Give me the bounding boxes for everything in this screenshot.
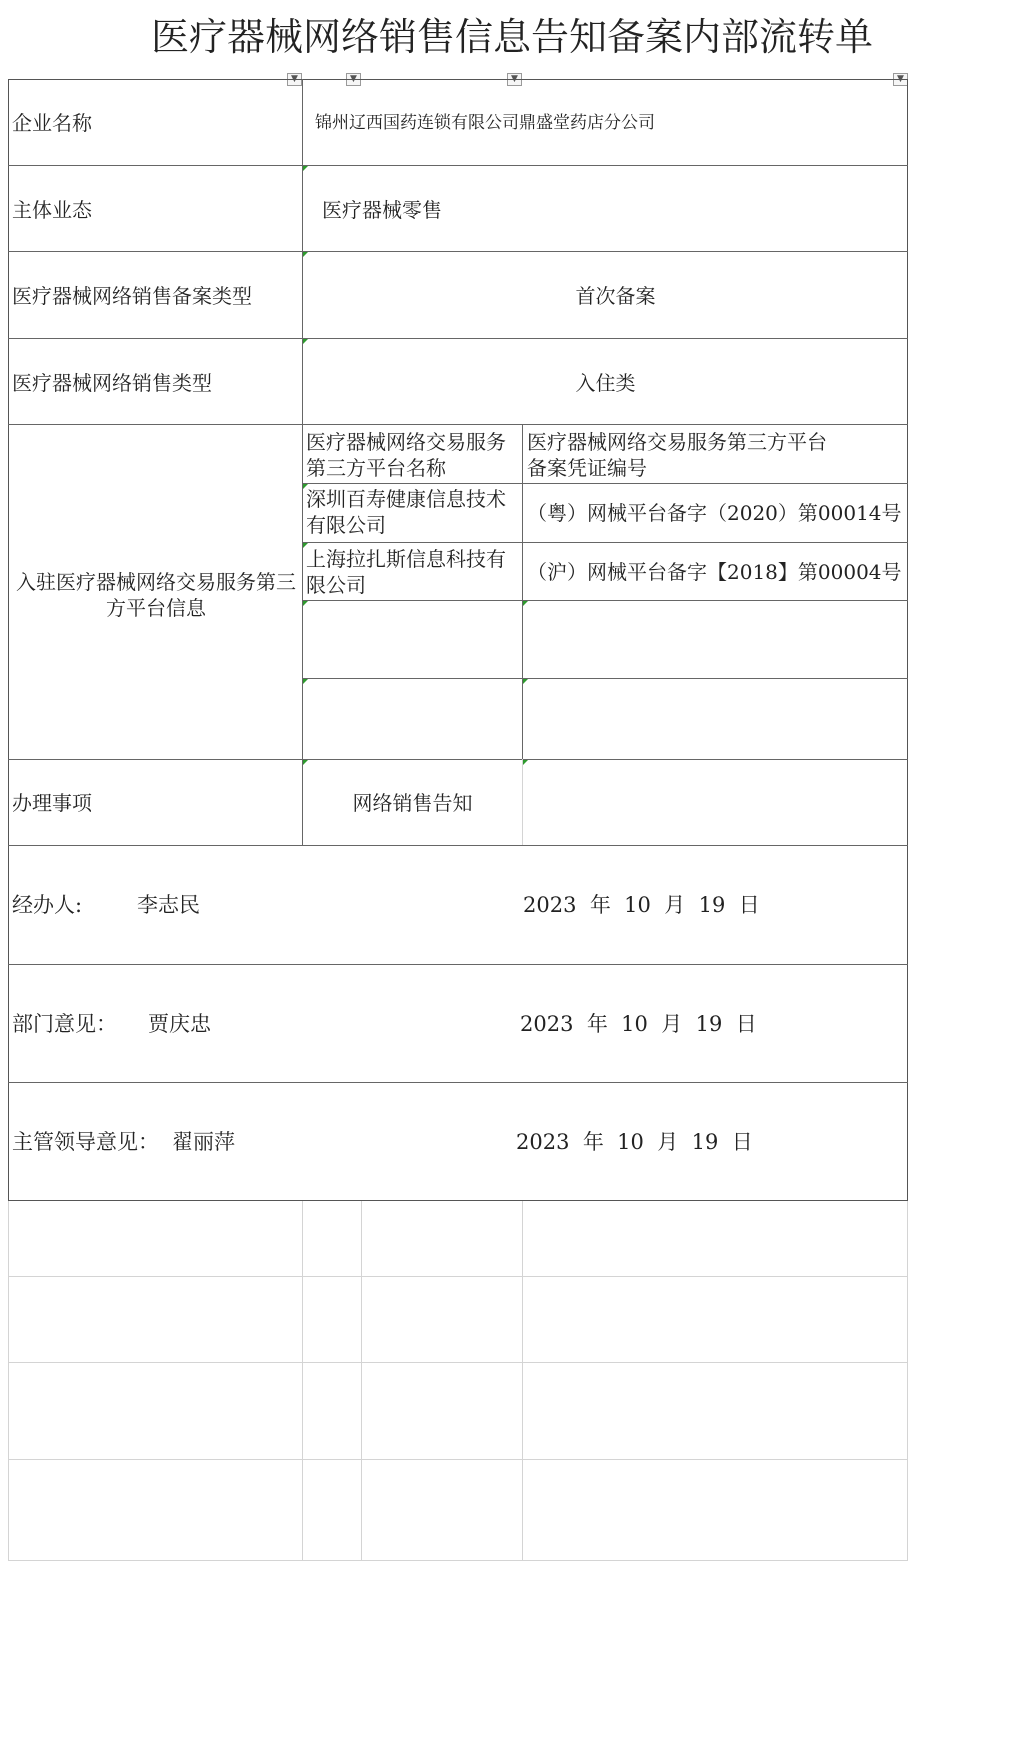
form-title: 医疗器械网络销售信息告知备案内部流转单	[150, 15, 873, 59]
handler-date	[523, 892, 760, 918]
platform-row-name: 上海拉扎斯信息科技有限公司	[306, 547, 506, 597]
dept-date	[520, 1011, 757, 1037]
grid-line	[302, 1201, 303, 1561]
platform-row-divider	[302, 542, 908, 543]
date-day: 19	[695, 1012, 723, 1036]
dept-opinion-label: 部门意见：	[12, 1012, 117, 1036]
cell-marker	[303, 679, 308, 684]
date-day: 19	[691, 1130, 719, 1154]
form-frame	[8, 79, 908, 1201]
cell-marker	[523, 760, 528, 765]
platform-row-name: 深圳百寿健康信息技术有限公司	[306, 487, 506, 537]
platform-row-divider	[302, 483, 908, 484]
date-year: 2023	[516, 1130, 570, 1154]
date-day-char: 日	[735, 1012, 757, 1036]
date-year-char: 年	[589, 893, 611, 917]
platform-row-divider	[302, 600, 908, 601]
cell-marker	[303, 601, 308, 606]
date-month: 10	[624, 893, 651, 917]
filter-dropdown-icon[interactable]: ▼	[507, 73, 522, 86]
company-name-value: 锦州辽西国药连锁有限公司鼎盛堂药店分公司	[315, 113, 655, 133]
cell-marker	[303, 166, 308, 171]
grid-line	[8, 1560, 908, 1561]
cell-marker	[523, 601, 528, 606]
company-name-label: 企业名称	[12, 111, 92, 135]
sales-type-value: 入住类	[575, 371, 636, 395]
grid-line	[8, 1362, 908, 1363]
grid-line	[907, 1201, 908, 1561]
leader-opinion-name: 翟丽萍	[172, 1130, 235, 1154]
cell-marker	[523, 679, 528, 684]
row-divider	[8, 338, 908, 339]
grid-line	[361, 1201, 362, 1561]
row-divider	[8, 165, 908, 166]
leader-date	[516, 1129, 753, 1155]
row-divider	[8, 424, 908, 425]
date-year: 2023	[520, 1012, 574, 1036]
date-month: 10	[621, 1012, 648, 1036]
date-day-char: 日	[738, 893, 760, 917]
leader-opinion-label: 主管领导意见：	[12, 1130, 159, 1154]
handler-name: 李志民	[137, 893, 200, 917]
matter-value: 网络销售告知	[352, 791, 473, 815]
sales-type-label: 医疗器械网络销售类型	[12, 371, 212, 395]
row-divider	[8, 1082, 908, 1083]
platform-row-cert: （粤）网械平台备字（2020）第00014号	[527, 501, 902, 525]
platform-info-label: 入驻医疗器械网络交易服务第三方平台信息	[16, 570, 296, 620]
date-month-char: 月	[657, 1130, 679, 1154]
grid-line	[8, 1276, 908, 1277]
handler-label: 经办人:	[12, 893, 83, 917]
filter-dropdown-icon[interactable]: ▼	[893, 73, 908, 86]
cell-marker	[303, 339, 308, 344]
filing-type-value: 首次备案	[575, 284, 656, 308]
business-type-value: 医疗器械零售	[322, 198, 442, 222]
date-month: 10	[617, 1130, 644, 1154]
row-divider	[8, 845, 908, 846]
date-year-char: 年	[586, 1012, 608, 1036]
cell-marker	[303, 252, 308, 257]
platform-row-cert: （沪）网械平台备字【2018】第00004号	[527, 560, 902, 584]
filter-dropdown-icon[interactable]: ▼	[346, 73, 361, 86]
matter-label: 办理事项	[12, 791, 92, 815]
platform-header-cert: 医疗器械网络交易服务第三方平台备案凭证编号	[527, 430, 827, 480]
platform-header-name: 医疗器械网络交易服务第三方平台名称	[306, 430, 506, 480]
label-column-divider	[302, 79, 303, 846]
date-day-char: 日	[731, 1130, 753, 1154]
grid-line	[522, 1201, 523, 1561]
platform-row-divider	[302, 678, 908, 679]
business-type-label: 主体业态	[12, 198, 92, 222]
date-month-char: 月	[664, 893, 686, 917]
filing-type-label: 医疗器械网络销售备案类型	[12, 284, 252, 308]
filter-dropdown-icon[interactable]: ▼	[287, 73, 302, 86]
dept-opinion-name: 贾庆忠	[148, 1012, 211, 1036]
grid-line	[522, 759, 523, 845]
cell-marker	[303, 760, 308, 765]
grid-line	[8, 1201, 9, 1561]
grid-line	[8, 1459, 908, 1460]
date-month-char: 月	[661, 1012, 683, 1036]
platform-column-divider	[522, 424, 523, 760]
row-divider	[8, 964, 908, 965]
row-divider	[8, 251, 908, 252]
date-day: 19	[698, 893, 726, 917]
date-year: 2023	[523, 893, 577, 917]
date-year-char: 年	[582, 1130, 604, 1154]
row-divider	[8, 759, 908, 760]
